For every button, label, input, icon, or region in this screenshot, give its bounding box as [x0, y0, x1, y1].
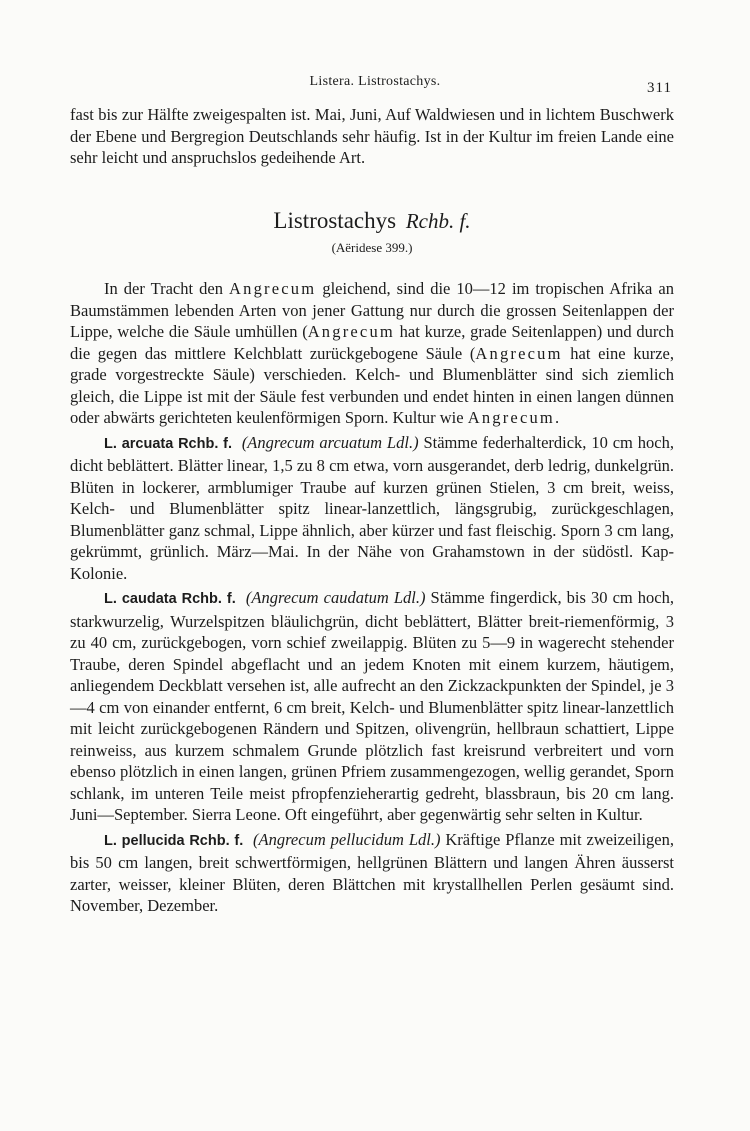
species-text: Kräftige Pflanze mit zweizeiligen, bis 50 cm langen, breit schwertförmigen, hellgrünen Blättern und langen Ähren äusserst zarter, weisser, kleiner Blüten, deren Blättchen mit krystallhellen Perlen gesäumt sind. November, Dezember.: [70, 829, 674, 915]
genus-reference: Angrecum: [475, 343, 563, 363]
intro-paragraph: fast bis zur Hälfte zweigespalten ist. Mai, Juni, Auf Waldwiesen und in lichtem Buschwerk der Ebene und Bergregion Deutschlands sehr häufig. Ist in der Kultur im freien Lande eine sehr leicht und anspruchslos gedeihende Art.: [70, 105, 674, 167]
species-text: Stämme federhalterdick, 10 cm hoch, dicht beblättert. Blätter linear, 1,5 zu 8 cm etwa, vorn ausgerandet, derb ledrig, dunkelgrün. Blüten in lockerer, armblumiger Traube auf kurzen grünen Stielen, 3 cm breit, weiss, Kelch- und Blumenblätter spitz linear-lanzettlich, längsgrubig, zurückgeschlagen, Blumenblätter ganz schmal, Lippe ähnlich, aber kürzer und fast fleischig. Sporn 3 cm lang, gekrümmt, grünlich. März—Mai. In der Nähe von Grahamstown in der südöstl. Kap-Kolonie.: [70, 432, 674, 583]
genus-subtitle: (Aëridese 399.): [331, 239, 413, 255]
species-name: L. pellucida Rchb. f.: [104, 832, 244, 849]
species-synonym: (Angrecum pellucidum Ldl.): [253, 829, 441, 849]
page-number: 311: [647, 80, 672, 96]
genus-description: [70, 278, 674, 429]
description-text: hat kurze, grade Seitenlappen) und durch die gegen das mittlere Kelchblatt zurückgebogene Säule (: [70, 322, 674, 363]
species-entry: [70, 587, 674, 826]
running-head: Listera. Listrostachys.: [309, 74, 441, 89]
genus-reference: Angrecum: [229, 279, 317, 298]
genus-reference: Angrecum: [467, 408, 555, 427]
genus-heading: [70, 207, 674, 235]
description-text: gleichend, sind die 10—12 im tropischen Afrika an Baumstämmen lebenden Arten von jener Gattung nur durch die grossen Seitenlappen der Lippe, welche die Säule umhüllen (: [70, 279, 674, 341]
species-synonym: (Angrecum arcuatum Ldl.): [241, 432, 419, 452]
genus-reference: Angrecum: [307, 322, 395, 341]
species-name: L. caudata Rchb. f.: [104, 591, 236, 607]
species-entry: [70, 829, 674, 917]
species-name: L. arcuata Rchb. f.: [104, 435, 233, 452]
page-body: [70, 104, 674, 920]
description-text: hat eine kurze, grade vorgestreckte Säule) verschieden. Kelch- und Blumenblätter sind sich ziemlich gleich, die Lippe ist mit der Säule fest verbunden und endet hinten in einen langen dünnen oder abwärts gerichteten keulenförmigen Sporn. Kultur wie: [70, 343, 674, 427]
description-text: In der Tracht den: [104, 279, 230, 298]
genus-name: Listrostachys: [273, 207, 397, 233]
description-text: .: [554, 408, 560, 427]
species-text: Stämme fingerdick, bis 30 cm hoch, starkwurzelig, Wurzelspitzen bläulichgrün, dicht beblättert, Blätter breit-riemenförmig, 3 zu 40 cm, zurückgebogen, vorn schief zweilappig. Blüten zu 5—9 in wagerecht stehender Traube, deren Spindel abgeflacht und an jedem Knoten mit einem kurzem, häutigem, anliegendem Deckblatt versehen ist, alle aufrecht an den Zickzackpunkten der Spindel, je 3—4 cm von einander entfernt, 6 cm breit, Kelch- und Blumenblätter spitz linear-lanzettlich mit leicht zurückgebogenen Rändern und Spitzen, olivengrün, hellbraun schattiert, Lippe reinweiss, aus kurzem schmalem Grunde plötzlich fast kreisrund verbreitert und vorn ebenso plötzlich in einen langen, grünen Pfriem zusammengezogen, wellig gerandet, Sporn schlank, im unteren Teile meist pfropfenzieherartig gedreht, blassbraun, bis 20 cm lang. Juni—September. Sierra Leone. Oft eingeführt, aber gegenwärtig sehr selten in Kultur.: [70, 588, 674, 824]
species-synonym: (Angrecum caudatum Ldl.): [245, 588, 426, 607]
species-entry: [70, 432, 674, 585]
genus-authority: Rchb. f.: [405, 208, 471, 233]
